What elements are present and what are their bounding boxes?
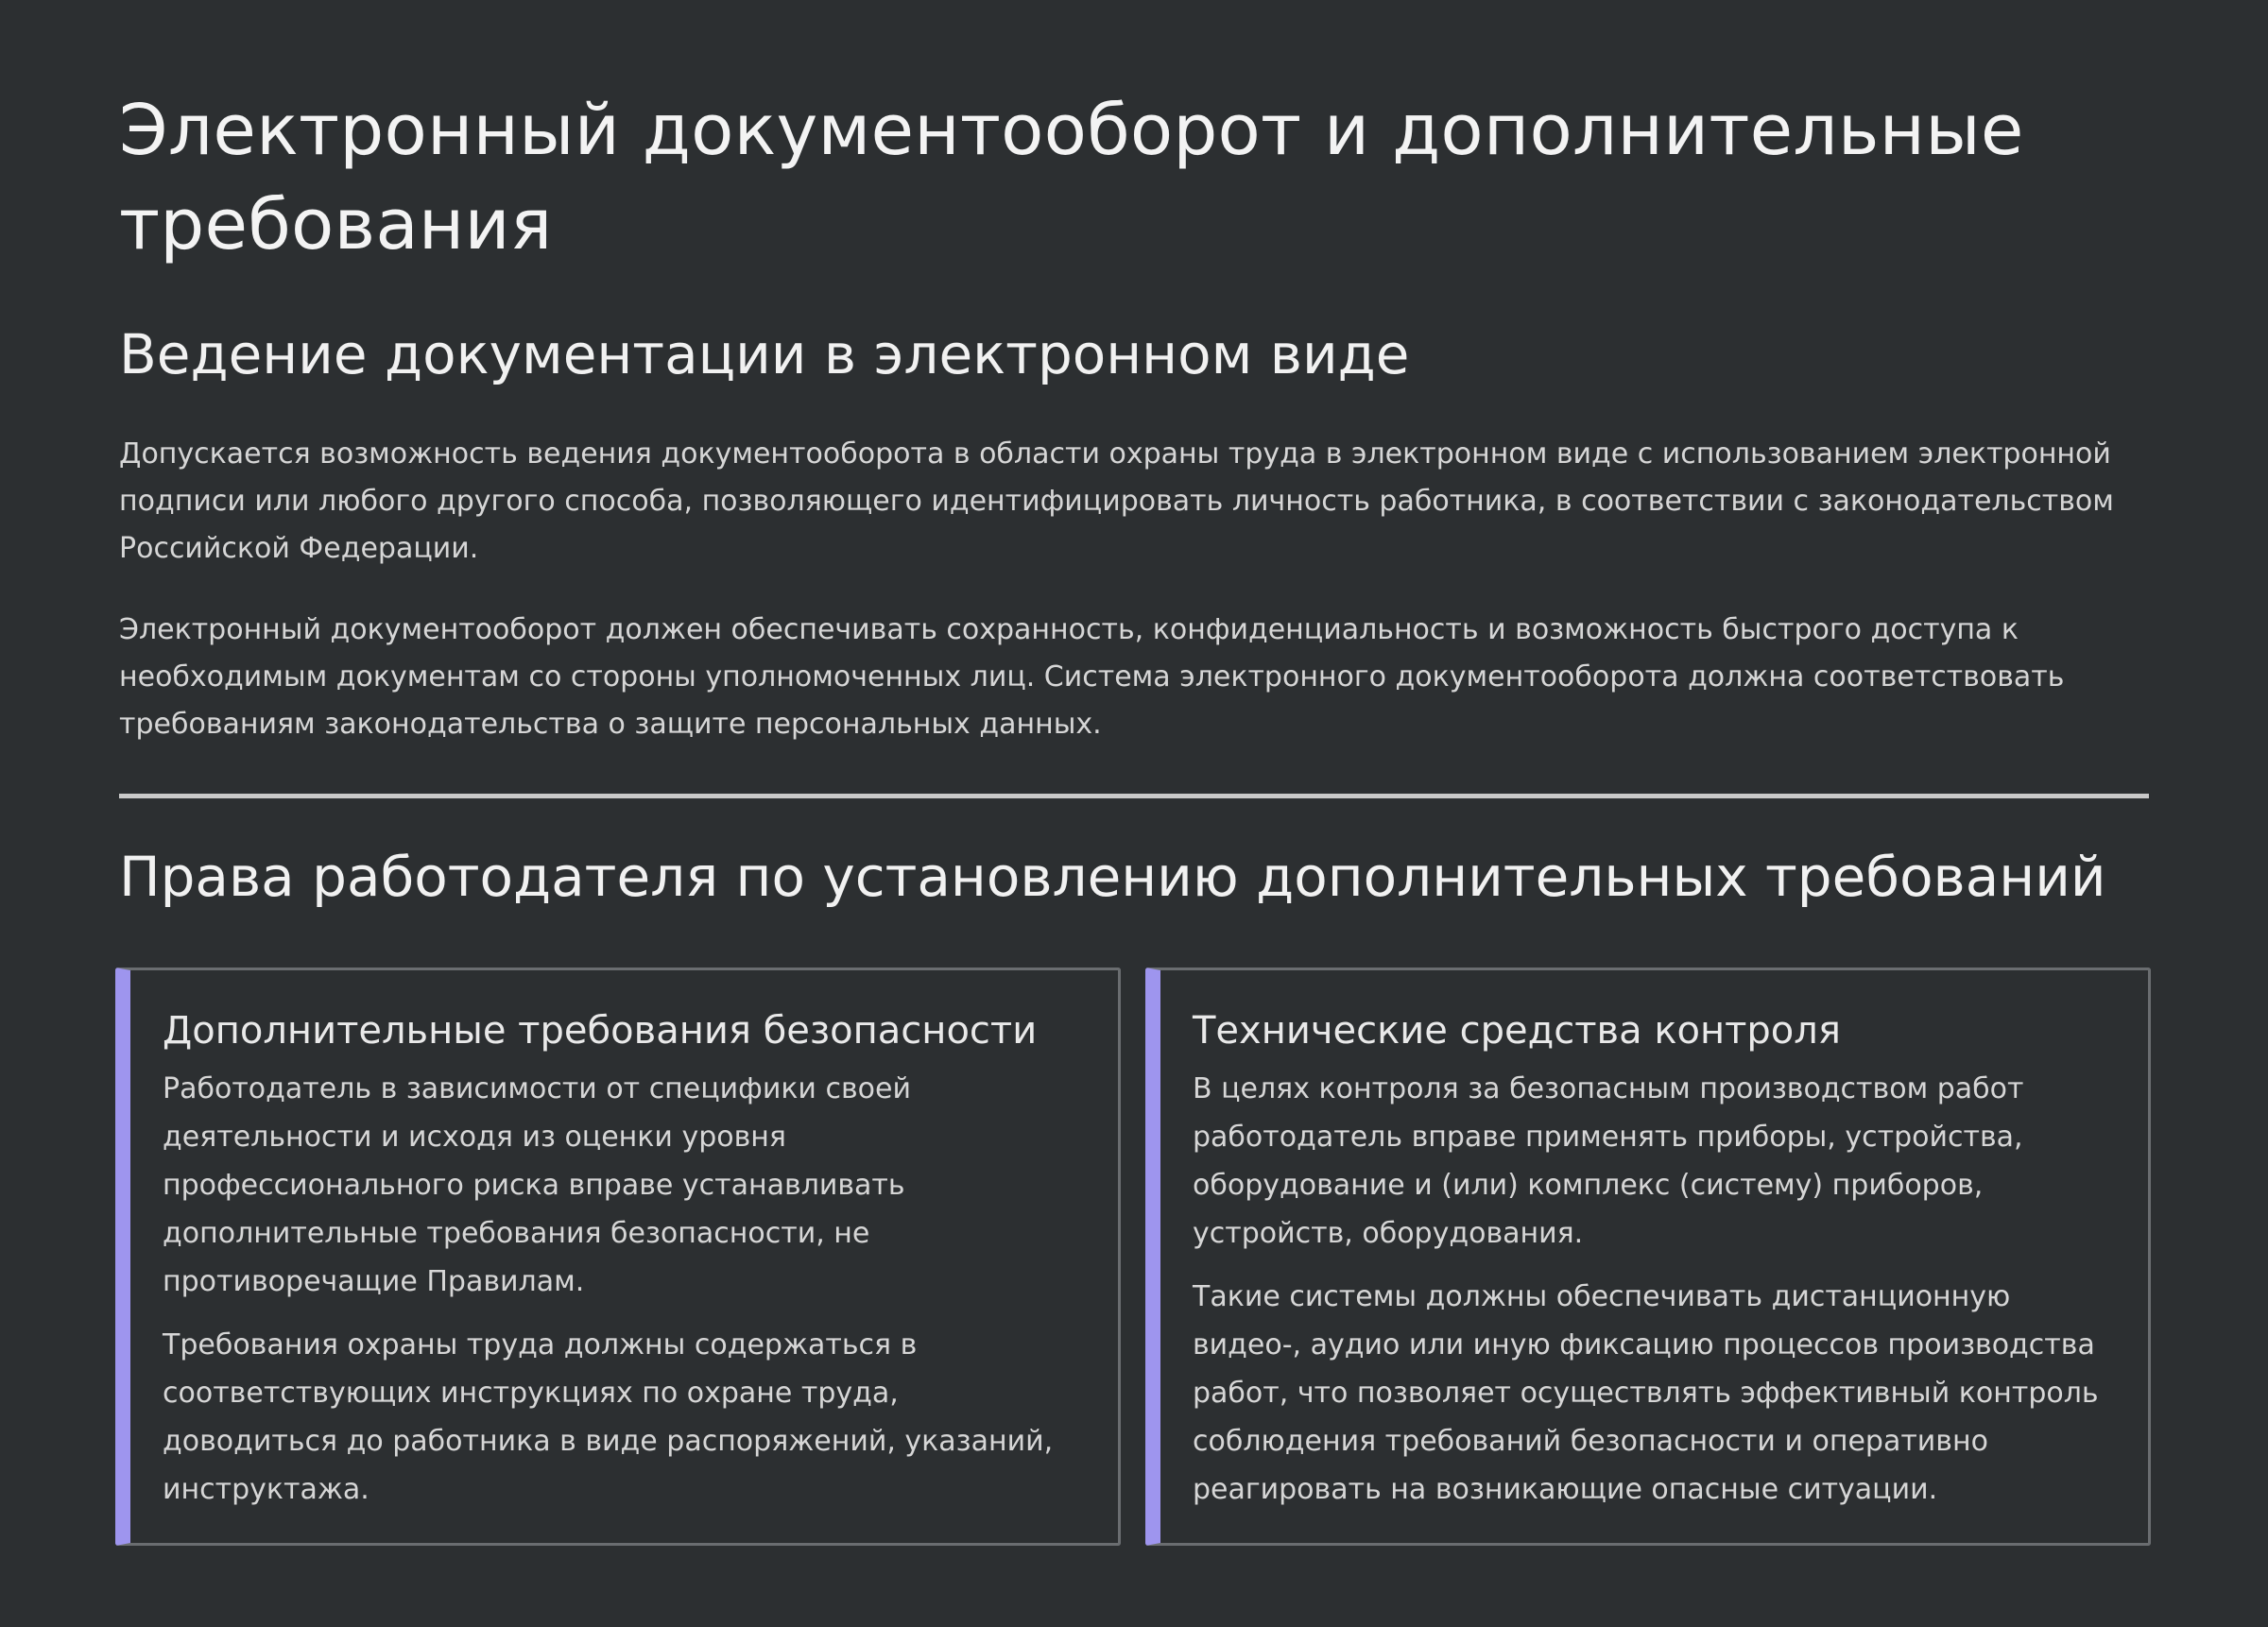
card-title: Технические средства контроля: [1193, 1009, 1841, 1053]
card-additional-safety: [115, 968, 1121, 1546]
section-paragraph: Электронный документооборот должен обеспечивать сохранность, конфиденциальность и возможность быстрого доступа к необходимым документам со стороны уполномоченных лиц. Система электронного документооборота должна соответствовать требованиям законодательства о защите персональных данных.: [119, 613, 2065, 741]
card-paragraph: В целях контроля за безопасным производством работ работодатель вправе применять приборы, устройства, оборудование и (или) комплекс (систему) приборов, устройств, оборудования.: [1193, 1072, 2024, 1250]
card-technical-control: [1145, 968, 2151, 1546]
section-divider: [119, 794, 2149, 798]
card-title: Дополнительные требования безопасности: [163, 1009, 1038, 1053]
page-title: Электронный документооборот и дополнительные требования: [119, 90, 2024, 265]
card-paragraph: Такие системы должны обеспечивать дистанционную видео-, аудио или иную фиксацию процессов производства работ, что позволяет осуществлять эффективный контроль соблюдения требований безопасности и оперативно реагировать на возникающие опасные ситуации.: [1193, 1280, 2099, 1506]
card-paragraph: Работодатель в зависимости от специфики своей деятельности и исходя из оценки уровня профессионального риска вправе устанавливать дополнительные требования безопасности, не противоречащие Правилам.: [163, 1072, 911, 1298]
cards-container: [115, 968, 2151, 1546]
section-title-employer-rights: Права работодателя по установлению дополнительных требований: [119, 845, 2106, 909]
card-paragraph: Требования охраны труда должны содержаться в соответствующих инструкциях по охране труда, доводиться до работника в виде распоряжений, указаний, инструктажа.: [163, 1328, 1054, 1506]
section-paragraph: Допускается возможность ведения документооборота в области охраны труда в электронном виде с использованием электронной подписи или любого другого способа, позволяющего идентифицировать личность работника, в соответствии с законодательством Российской Федерации.: [119, 437, 2114, 565]
section-title-electronic-docs: Ведение документации в электронном виде: [119, 322, 1410, 386]
